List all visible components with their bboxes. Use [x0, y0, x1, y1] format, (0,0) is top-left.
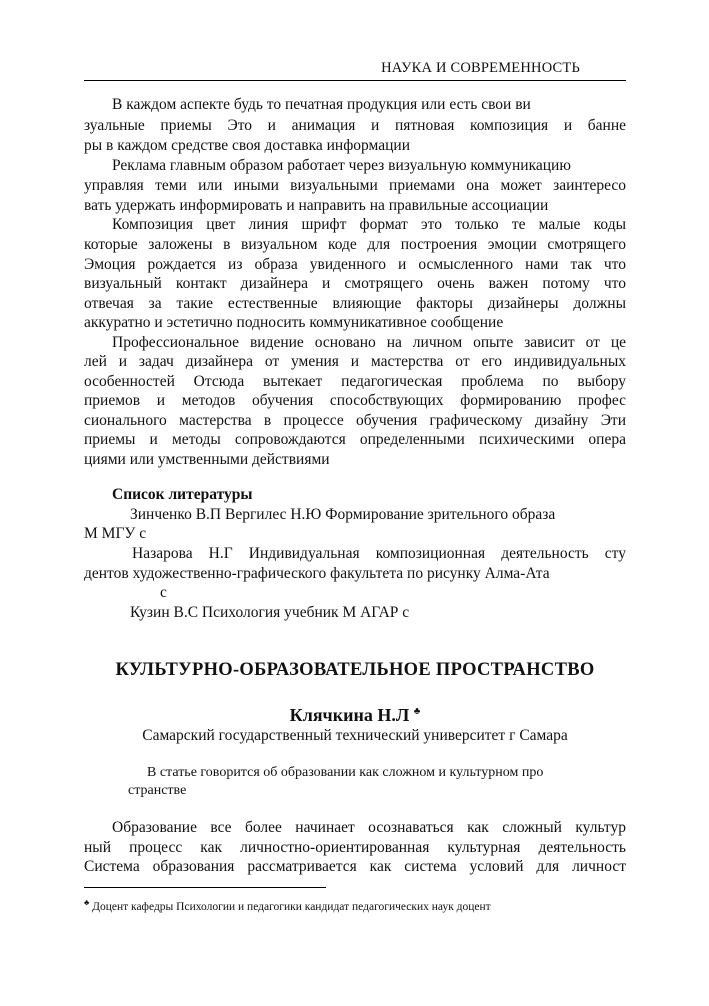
body-line: визуальный контакт дизайнера и смотрящего очень важен потому что [84, 275, 626, 292]
affiliation: Самарский государственный технический университет г Самара [142, 727, 568, 744]
article-line: Система образования рассматривается как система условий для личност [84, 858, 626, 875]
footnote [84, 898, 491, 913]
body-line: которые заложены в визуальном коде для построения эмоции смотрящего [84, 236, 626, 253]
body-line: приемы и методы сопровождаются определенными психическими опера [84, 431, 626, 448]
body-line: особенностей Отсюда вытекает педагогическая проблема по выбору [84, 373, 626, 390]
running-title: НАУКА И СОВРЕМЕННОСТЬ [381, 60, 580, 76]
section-title: КУЛЬТУРНО-ОБРАЗОВАТЕЛЬНОЕ ПРОСТРАНСТВО [115, 660, 595, 680]
reference-line: с [160, 584, 167, 601]
body-line: Эмоция рождается из образа увиденного и осмысленного нами так что [84, 256, 626, 273]
abstract-line: странстве [128, 783, 187, 798]
body-line: ры в каждом средстве своя доставка информации [84, 137, 410, 154]
body-line: Профессиональное видение основано на личном опыте зависит от це [112, 334, 626, 351]
article-line: ный процесс как личностно-ориентированная культурная деятельность [84, 839, 626, 856]
footnote-mark: ♣ [84, 898, 90, 907]
references-heading: Список литературы [112, 486, 253, 503]
author-name [84, 705, 626, 726]
reference-line: Назарова Н.Г Индивидуальная композиционная деятельность сту [132, 545, 626, 562]
footnote-rule [84, 887, 326, 888]
body-line: вать удержать информировать и направить на правильные ассоциации [84, 197, 549, 214]
abstract-line: В статье говорится об образовании как сложном и культурном про [147, 765, 544, 780]
article-line: Образование все более начинает осознаваться как сложный культур [112, 819, 626, 836]
body-line: аккуратно и эстетично подносить коммуникативное сообщение [84, 314, 504, 331]
body-line: зуальные приемы Это и анимация и пятновая композиция и банне [84, 117, 626, 134]
reference-line: дентов художественно-графического факультета по рисунку Алма-Ата [84, 565, 550, 582]
reference-line: М МГУ с [84, 525, 147, 542]
reference-line: Кузин В.С Психология учебник М АГАР с [130, 604, 410, 621]
body-line: лей и задач дизайнера от умения и мастерства от его индивидуальных [84, 353, 626, 370]
body-line: Композиция цвет линия шрифт формат это только те малые коды [112, 216, 626, 233]
body-line: сионального мастерства в процессе обучения графическому дизайну Эти [84, 412, 626, 429]
body-line: В каждом аспекте будь то печатная продукция или есть свои ви [112, 96, 531, 113]
body-line: отвечая за такие естественные влияющие факторы дизайнеры должны [84, 295, 626, 312]
author-footnote-mark: ♣ [413, 706, 421, 717]
body-line: приемов и методов обучения способствующих формированию профес [84, 392, 626, 409]
running-header [84, 58, 626, 81]
author-text: Клячкина Н.Л [289, 705, 410, 725]
body-line: управляя теми или иными визуальными приемами она может заинтересо [84, 177, 626, 194]
reference-line: Зинченко В.П Вергилес Н.Ю Формирование зрительного образа [130, 506, 556, 523]
body-line: Реклама главным образом работает через визуальную коммуникацию [112, 157, 571, 174]
body-line: циями или умственными действиями [84, 451, 330, 468]
footnote-text: Доцент кафедры Психологии и педагогики кандидат педагогических наук доцент [92, 900, 491, 913]
